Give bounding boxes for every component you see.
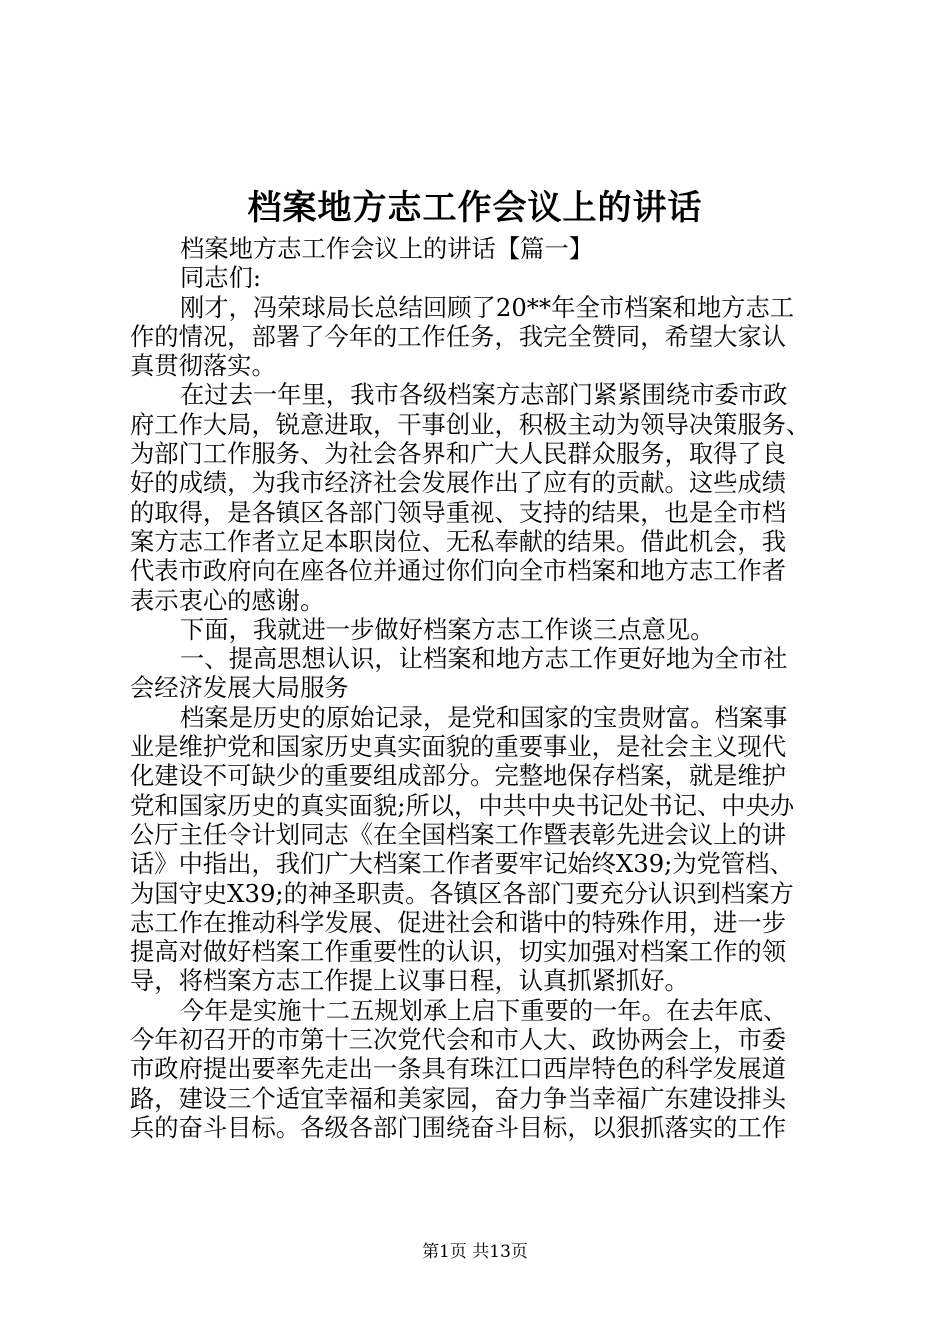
text-line: 化建设不可缺少的重要组成部分。完整地保存档案，就是维护 [130,761,787,791]
text-line: 下面，我就进一步做好档案方志工作谈三点意见。 [180,614,715,644]
text-line: 导，将档案方志工作提上议事日程，认真抓紧抓好。 [130,966,689,996]
text-line: 府工作大局，锐意进取，干事创业，积极主动为领导决策服务、 [130,409,811,439]
text-line: 在过去一年里，我市各级档案方志部门紧紧围绕市委市政 [180,380,788,410]
text-line: 话》中指出，我们广大档案工作者要牢记始终X39;为党管档、 [130,849,794,879]
text-line: 真贯彻落实。 [130,351,276,381]
text-line: 档案地方志工作会议上的讲话【篇一】 [180,234,594,263]
text-line: 为国守史X39;的神圣职责。各镇区各部门要充分认识到档案方 [130,878,794,908]
text-line: 今年初召开的市第十三次党代会和市人大、政协两会上，市委 [130,1025,787,1055]
text-line: 提高对做好档案工作重要性的认识，切实加强对档案工作的领 [130,937,787,967]
document-body [130,234,830,1142]
text-line: 会经济发展大局服务 [130,673,349,703]
text-line: 今年是实施十二五规划承上启下重要的一年。在去年底、 [180,995,788,1025]
text-line: 市政府提出要率先走出一条具有珠江口西岸特色的科学发展道 [130,1054,787,1084]
document-title: 档案地方志工作会议上的讲话 [247,188,703,228]
text-line: 好的成绩，为我市经济社会发展作出了应有的贡献。这些成绩 [130,468,787,498]
text-line: 公厅主任令计划同志《在全国档案工作暨表彰先进会议上的讲 [130,819,787,849]
text-line: 代表市政府向在座各位并通过你们向全市档案和地方志工作者 [130,556,787,586]
text-line: 路，建设三个适宜幸福和美家园，奋力争当幸福广东建设排头 [130,1083,787,1113]
text-line: 业是维护党和国家历史真实面貌的重要事业，是社会主义现代 [130,732,787,762]
text-line: 作的情况，部署了今年的工作任务，我完全赞同，希望大家认 [130,321,787,351]
text-line: 党和国家历史的真实面貌;所以，中共中央书记处书记、中央办 [130,790,795,820]
text-line: 同志们: [180,263,262,293]
page-footer: 第1页 共13页 [422,1242,528,1262]
text-line: 为部门工作服务、为社会各界和广大人民群众服务，取得了良 [130,439,787,469]
text-line: 一、提高思想认识，让档案和地方志工作更好地为全市社 [180,644,788,674]
text-line: 志工作在推动科学发展、促进社会和谐中的特殊作用，进一步 [130,907,787,937]
text-line: 兵的奋斗目标。各级各部门围绕奋斗目标，以狠抓落实的工作 [130,1112,787,1142]
text-line: 表示衷心的感谢。 [130,585,325,615]
text-line: 刚才，冯荣球局长总结回顾了20**年全市档案和地方志工 [180,292,795,322]
text-line: 案方志工作者立足本职岗位、无私奉献的结果。借此机会，我 [130,526,787,556]
text-line: 的取得，是各镇区各部门领导重视、支持的结果，也是全市档 [130,497,787,527]
text-line: 档案是历史的原始记录，是党和国家的宝贵财富。档案事 [180,702,788,732]
